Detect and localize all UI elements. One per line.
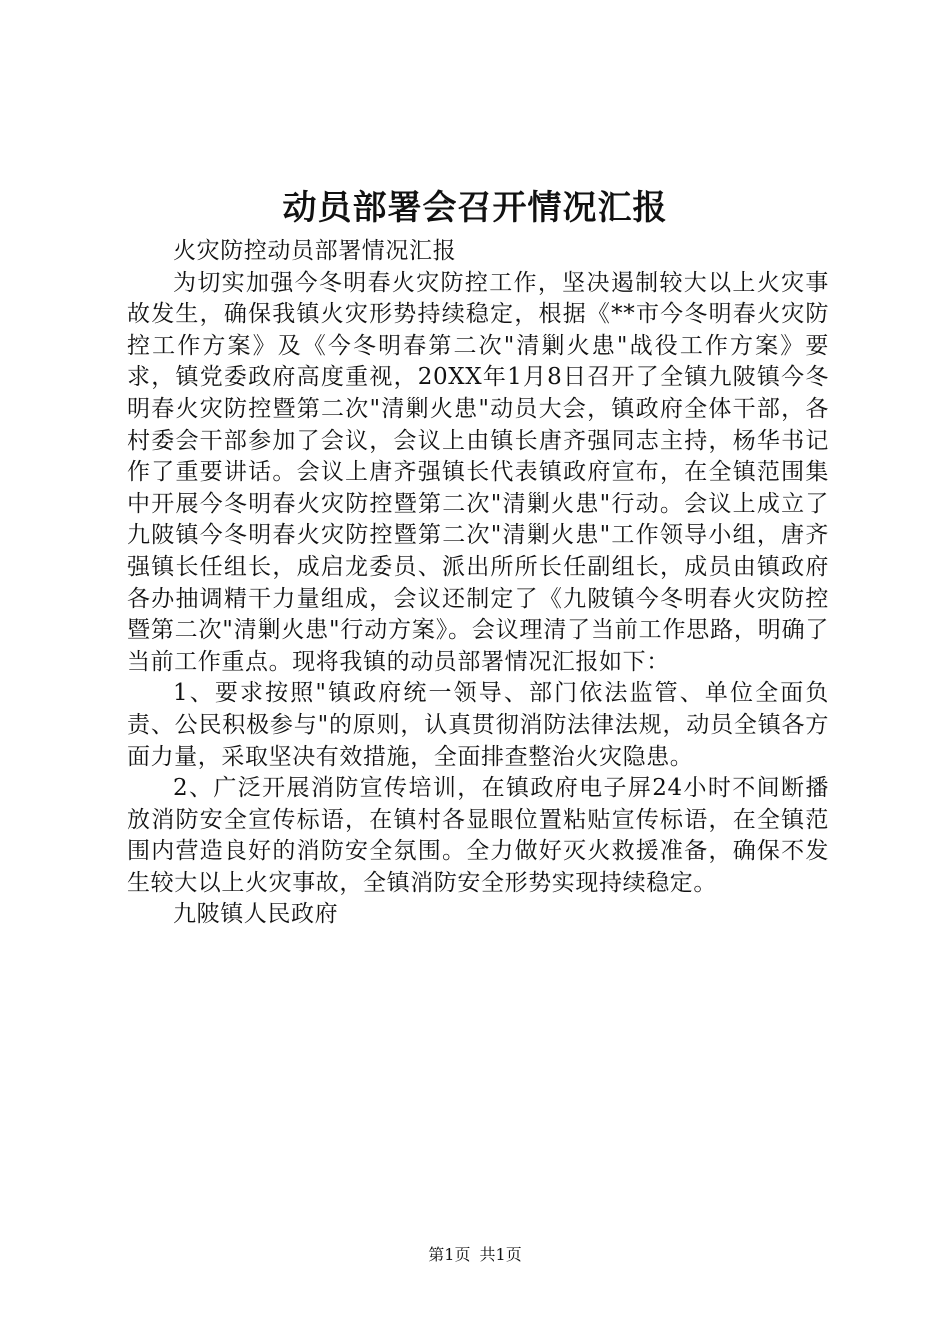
subtitle-paragraph: 火灾防控动员部署情况汇报 <box>173 238 457 264</box>
page-total: 共1页 <box>479 1245 522 1264</box>
item-1-paragraph: 1、要求按照"镇政府统一领导、部门依法监管、单位全面负责、公民积极参与"的原则，认真贯彻消防法律法规，动员全镇各方面力量，采取坚决有效措施，全面排查整治火灾隐患。 <box>127 680 829 770</box>
document-body <box>127 236 829 931</box>
signature-paragraph: 九陂镇人民政府 <box>173 901 339 928</box>
item-2-paragraph: 2、广泛开展消防宣传培训，在镇政府电子屏24小时不间断播放消防安全宣传标语，在镇村各显眼位置粘贴宣传标语，在全镇范围内营造良好的消防安全氛围。全力做好灭火救援准备，确保不发生较大以上火灾事故，全镇消防安全形势实现持续稳定。 <box>127 775 829 896</box>
page-number: 第1页 <box>428 1245 471 1264</box>
document-title: 动员部署会召开情况汇报 <box>282 188 668 228</box>
intro-paragraph: 为切实加强今冬明春火灾防控工作，坚决遏制较大以上火灾事故发生，确保我镇火灾形势持续稳定，根据《**市今冬明春火灾防控工作方案》及《今冬明春第二次"清剿火患"战役工作方案》要求，镇党委政府高度重视，20XX年1月8日召开了全镇九陂镇今冬明春火灾防控暨第二次"清剿火患"动员大会，镇政府全体干部，各村委会干部参加了会议，会议上由镇长唐齐强同志主持，杨华书记作了重要讲话。会议上唐齐强镇长代表镇政府宣布，在全镇范围集中开展今冬明春火灾防控暨第二次"清剿火患"行动。会议上成立了九陂镇今冬明春火灾防控暨第二次"清剿火患"工作领导小组，唐齐强镇长任组长，成启龙委员、派出所所长任副组长，成员由镇政府各办抽调精干力量组成，会议还制定了《九陂镇今冬明春火灾防控暨第二次"清剿火患"行动方案》。会议理清了当前工作思路，明确了当前工作重点。现将我镇的动员部署情况汇报如下： <box>127 269 829 675</box>
page-footer <box>0 1243 950 1267</box>
